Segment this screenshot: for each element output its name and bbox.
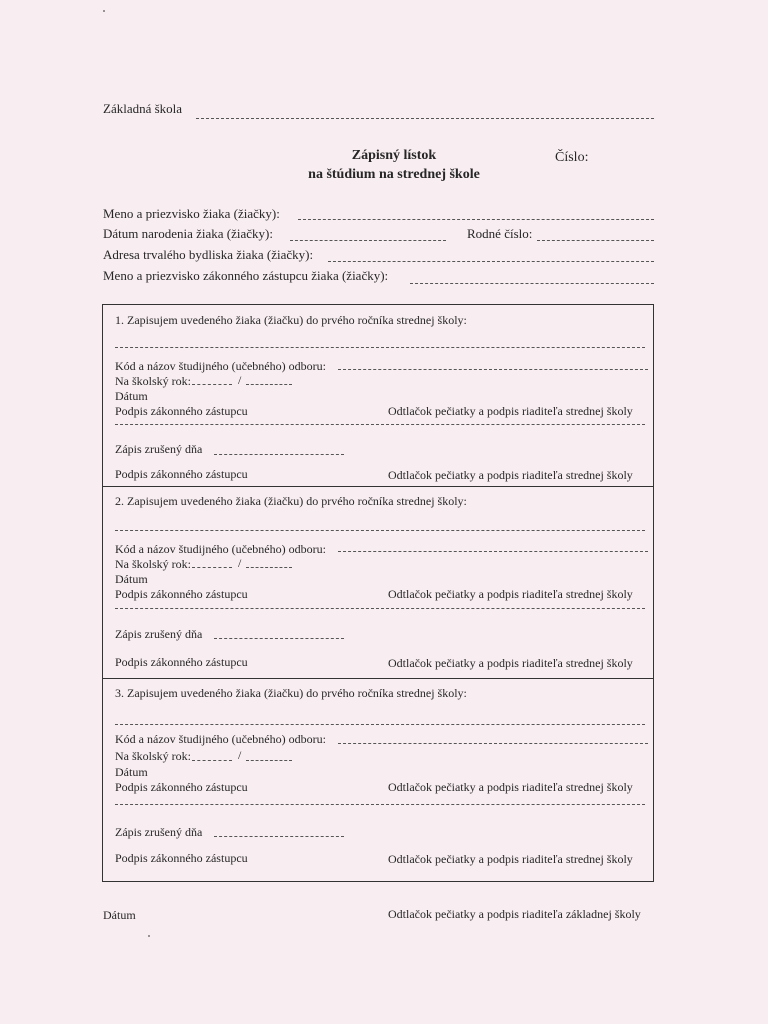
enroll-text: 2. Zapisujem uvedeného žiaka (žiačku) do prvého ročníka strednej školy: [115, 494, 467, 508]
study-code-label: Kód a názov študijného (učebného) odboru: [115, 732, 326, 746]
school-year-label: Na školský rok: [115, 557, 191, 571]
stamp-label-2: Odtlačok pečiatky a podpis riaditeľa strednej školy [388, 852, 633, 866]
stamp-label-2: Odtlačok pečiatky a podpis riaditeľa strednej školy [388, 468, 633, 482]
stamp-label-2: Odtlačok pečiatky a podpis riaditeľa strednej školy [388, 656, 633, 670]
school-year-from-field[interactable] [192, 384, 232, 385]
study-code-field[interactable] [338, 743, 648, 744]
school-year-to-field[interactable] [246, 760, 292, 761]
guardian-label: Meno a priezvisko zákonného zástupcu žiaka (žiačky): [103, 268, 389, 283]
stamp-label: Odtlačok pečiatky a podpis riaditeľa strednej školy [388, 404, 633, 418]
school-year-label: Na školský rok: [115, 374, 191, 388]
section-separator [103, 678, 654, 679]
student-name-label: Meno a priezvisko žiaka (žiačky): [103, 206, 280, 221]
scan-speck [148, 935, 150, 937]
cancel-date-field[interactable] [214, 638, 344, 639]
number-label: Číslo: [555, 150, 589, 165]
cancel-date-field[interactable] [214, 454, 344, 455]
scan-speck [103, 10, 105, 12]
school-year-from-field[interactable] [192, 567, 232, 568]
signature-field[interactable] [115, 424, 645, 425]
school-year-from-field[interactable] [192, 760, 232, 761]
school-year-separator: / [238, 373, 242, 387]
date-label: Dátum [115, 765, 148, 779]
footer-stamp-label: Odtlačok pečiatky a podpis riaditeľa základnej školy [388, 907, 641, 921]
school-year-to-field[interactable] [246, 384, 292, 385]
birth-number-label: Rodné číslo: [467, 226, 533, 241]
study-code-label: Kód a názov študijného (učebného) odboru: [115, 542, 326, 556]
guardian-signature-label-2: Podpis zákonného zástupcu [115, 655, 248, 669]
enroll-field[interactable] [115, 530, 645, 531]
school-year-separator: / [238, 556, 242, 570]
cancel-label: Zápis zrušený dňa [115, 627, 203, 641]
study-code-field[interactable] [338, 369, 648, 370]
footer-date-label: Dátum [103, 908, 136, 922]
school-label: Základná škola [103, 101, 183, 116]
form-subtitle: na štúdium na strednej škole [308, 167, 480, 182]
form-title: Zápisný lístok [351, 148, 437, 163]
study-code-field[interactable] [338, 551, 648, 552]
cancel-label: Zápis zrušený dňa [115, 442, 203, 456]
school-field-line[interactable] [196, 118, 654, 119]
enroll-field[interactable] [115, 347, 645, 348]
birth-date-field[interactable] [290, 240, 446, 241]
signature-field[interactable] [115, 608, 645, 609]
birth-date-label: Dátum narodenia žiaka (žiačky): [103, 226, 273, 241]
cancel-label: Zápis zrušený dňa [115, 825, 203, 839]
school-year-to-field[interactable] [246, 567, 292, 568]
date-label: Dátum [115, 572, 148, 586]
guardian-field[interactable] [410, 283, 654, 284]
address-field[interactable] [328, 261, 654, 262]
birth-number-field[interactable] [537, 240, 654, 241]
school-year-label: Na školský rok: [115, 749, 191, 763]
section-separator [103, 486, 654, 487]
cancel-date-field[interactable] [214, 836, 344, 837]
guardian-signature-label-2: Podpis zákonného zástupcu [115, 851, 248, 865]
guardian-signature-label: Podpis zákonného zástupcu [115, 587, 248, 601]
guardian-signature-label: Podpis zákonného zástupcu [115, 404, 248, 418]
enroll-text: 1. Zapisujem uvedeného žiaka (žiačku) do prvého ročníka strednej školy: [115, 313, 467, 327]
guardian-signature-label-2: Podpis zákonného zástupcu [115, 467, 248, 481]
enroll-text: 3. Zapisujem uvedeného žiaka (žiačku) do prvého ročníka strednej školy: [115, 686, 467, 700]
guardian-signature-label: Podpis zákonného zástupcu [115, 780, 248, 794]
address-label: Adresa trvalého bydliska žiaka (žiačky): [103, 247, 314, 262]
date-label: Dátum [115, 389, 148, 403]
school-year-separator: / [238, 748, 242, 762]
stamp-label: Odtlačok pečiatky a podpis riaditeľa strednej školy [388, 587, 633, 601]
signature-field[interactable] [115, 804, 645, 805]
study-code-label: Kód a názov študijného (učebného) odboru: [115, 359, 326, 373]
enroll-field[interactable] [115, 724, 645, 725]
student-name-field[interactable] [298, 219, 654, 220]
stamp-label: Odtlačok pečiatky a podpis riaditeľa strednej školy [388, 780, 633, 794]
